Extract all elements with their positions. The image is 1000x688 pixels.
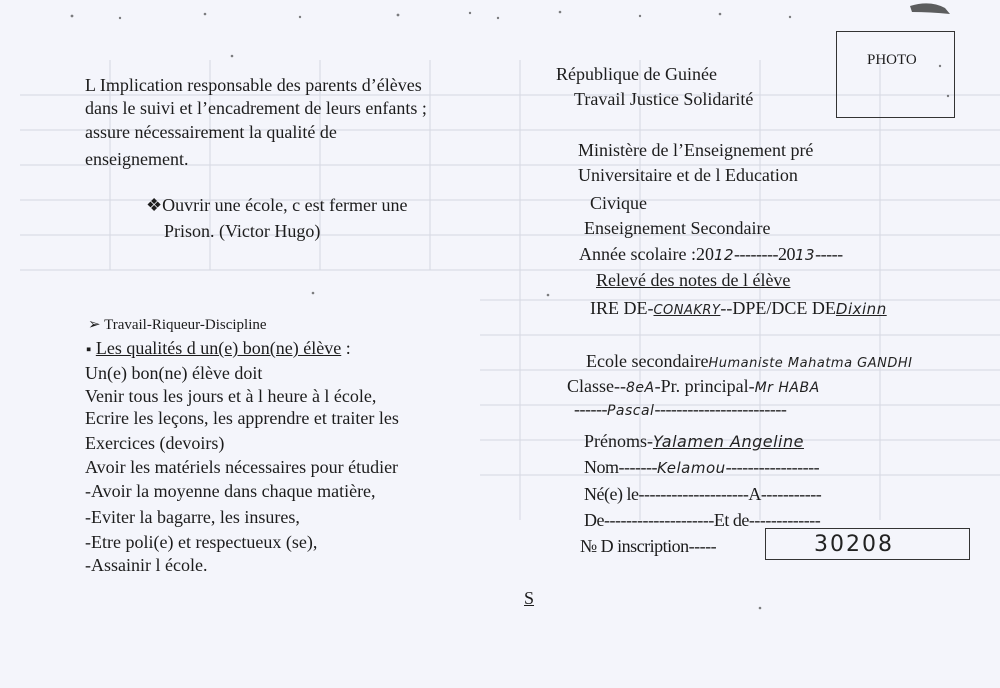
inscription-value: 30208	[814, 532, 894, 557]
ire-value: CONAKRY	[653, 303, 721, 318]
inscription-box	[765, 528, 970, 560]
qualities-line: Ecrire les leçons, les apprendre et traiter les	[85, 408, 399, 428]
year-end-value: 13	[795, 246, 816, 264]
principal-value: Mr HABA	[754, 380, 820, 396]
qualities-title: Les qualités d un(e) bon(ne) élève	[95, 338, 342, 358]
hugo-quote-line: Prison. (Victor Hugo)	[164, 221, 321, 241]
lastname-label: Nom-------	[584, 457, 657, 477]
diamond-bullet-icon: ❖	[146, 195, 163, 215]
firstname-label: Prénoms-	[584, 431, 653, 451]
year-separator: --------20	[734, 244, 795, 264]
year-start-value: 12	[713, 246, 735, 264]
principal-line2-prefix: ------	[574, 399, 607, 419]
firstname-value: Yalamen Angeline	[653, 432, 804, 451]
class-value: 8eA	[625, 380, 655, 396]
dpe-label: --DPE/DCE DE	[720, 298, 836, 318]
principal-label: -Pr. principal-	[654, 376, 755, 396]
dpe-value: Dixinn	[835, 300, 887, 318]
class-label: Classe--	[567, 376, 626, 396]
qualities-line: Venir tous les jours et à l heure à l école,	[85, 386, 377, 406]
quote-line: L Implication responsable des parents d’élèves	[85, 75, 422, 95]
principal-line2-dashes: ------------------------	[654, 399, 787, 419]
quote-line: assure nécessairement la qualité de	[85, 122, 337, 142]
photo-label: PHOTO	[867, 52, 917, 68]
qualities-line: -Assainir l école.	[85, 555, 208, 575]
lastname-value: Kelamou	[656, 459, 726, 477]
arrow-bullet-icon: ➢	[88, 317, 101, 333]
ministry-line: Universitaire et de l Education	[578, 165, 798, 185]
qualities-colon: :	[345, 338, 351, 358]
photo-box	[836, 31, 955, 118]
qualities-line: -Avoir la moyenne dans chaque matière,	[85, 481, 376, 501]
report-title: Relevé des notes de l élève	[596, 270, 791, 290]
year-label: Année scolaire :20	[579, 244, 714, 264]
inscription-label: № D inscription-----	[580, 536, 717, 556]
page-mark: S	[524, 588, 535, 608]
parents-field: De--------------------Et de-------------	[584, 510, 821, 530]
square-bullet-icon: ▪	[86, 342, 92, 358]
qualities-line: Un(e) bon(ne) élève doit	[85, 363, 263, 383]
principal-line2-value: Pascal	[606, 403, 655, 419]
qualities-line: -Eviter la bagarre, les insures,	[85, 507, 300, 527]
hugo-quote-line: Ouvrir une école, c est fermer une	[162, 195, 408, 215]
republic-motto: Travail Justice Solidarité	[574, 89, 754, 109]
year-tail: -----	[815, 244, 843, 264]
school-value: Humaniste Mahatma GANDHI	[708, 356, 913, 371]
ire-label: IRE DE-	[590, 298, 654, 318]
quote-line: enseignement.	[85, 149, 189, 169]
qualities-line: Exercices (devoirs)	[85, 433, 225, 453]
lastname-dashes: -----------------	[725, 457, 820, 477]
ministry-line: Civique	[590, 193, 647, 213]
ministry-line: Ministère de l’Enseignement pré	[578, 140, 814, 160]
birth-field: Né(e) le--------------------A-----------	[584, 484, 822, 504]
secondary-education: Enseignement Secondaire	[584, 218, 771, 238]
republic-title: République de Guinée	[556, 64, 717, 84]
qualities-line: Avoir les matériels nécessaires pour étudier	[85, 457, 399, 477]
school-label: Ecole secondaire	[586, 351, 709, 371]
quote-line: dans le suivi et l’encadrement de leurs enfants ;	[85, 98, 427, 118]
qualities-line: -Etre poli(e) et respectueux (se),	[85, 532, 318, 552]
school-motto: Travail-Riqueur-Discipline	[104, 317, 267, 333]
